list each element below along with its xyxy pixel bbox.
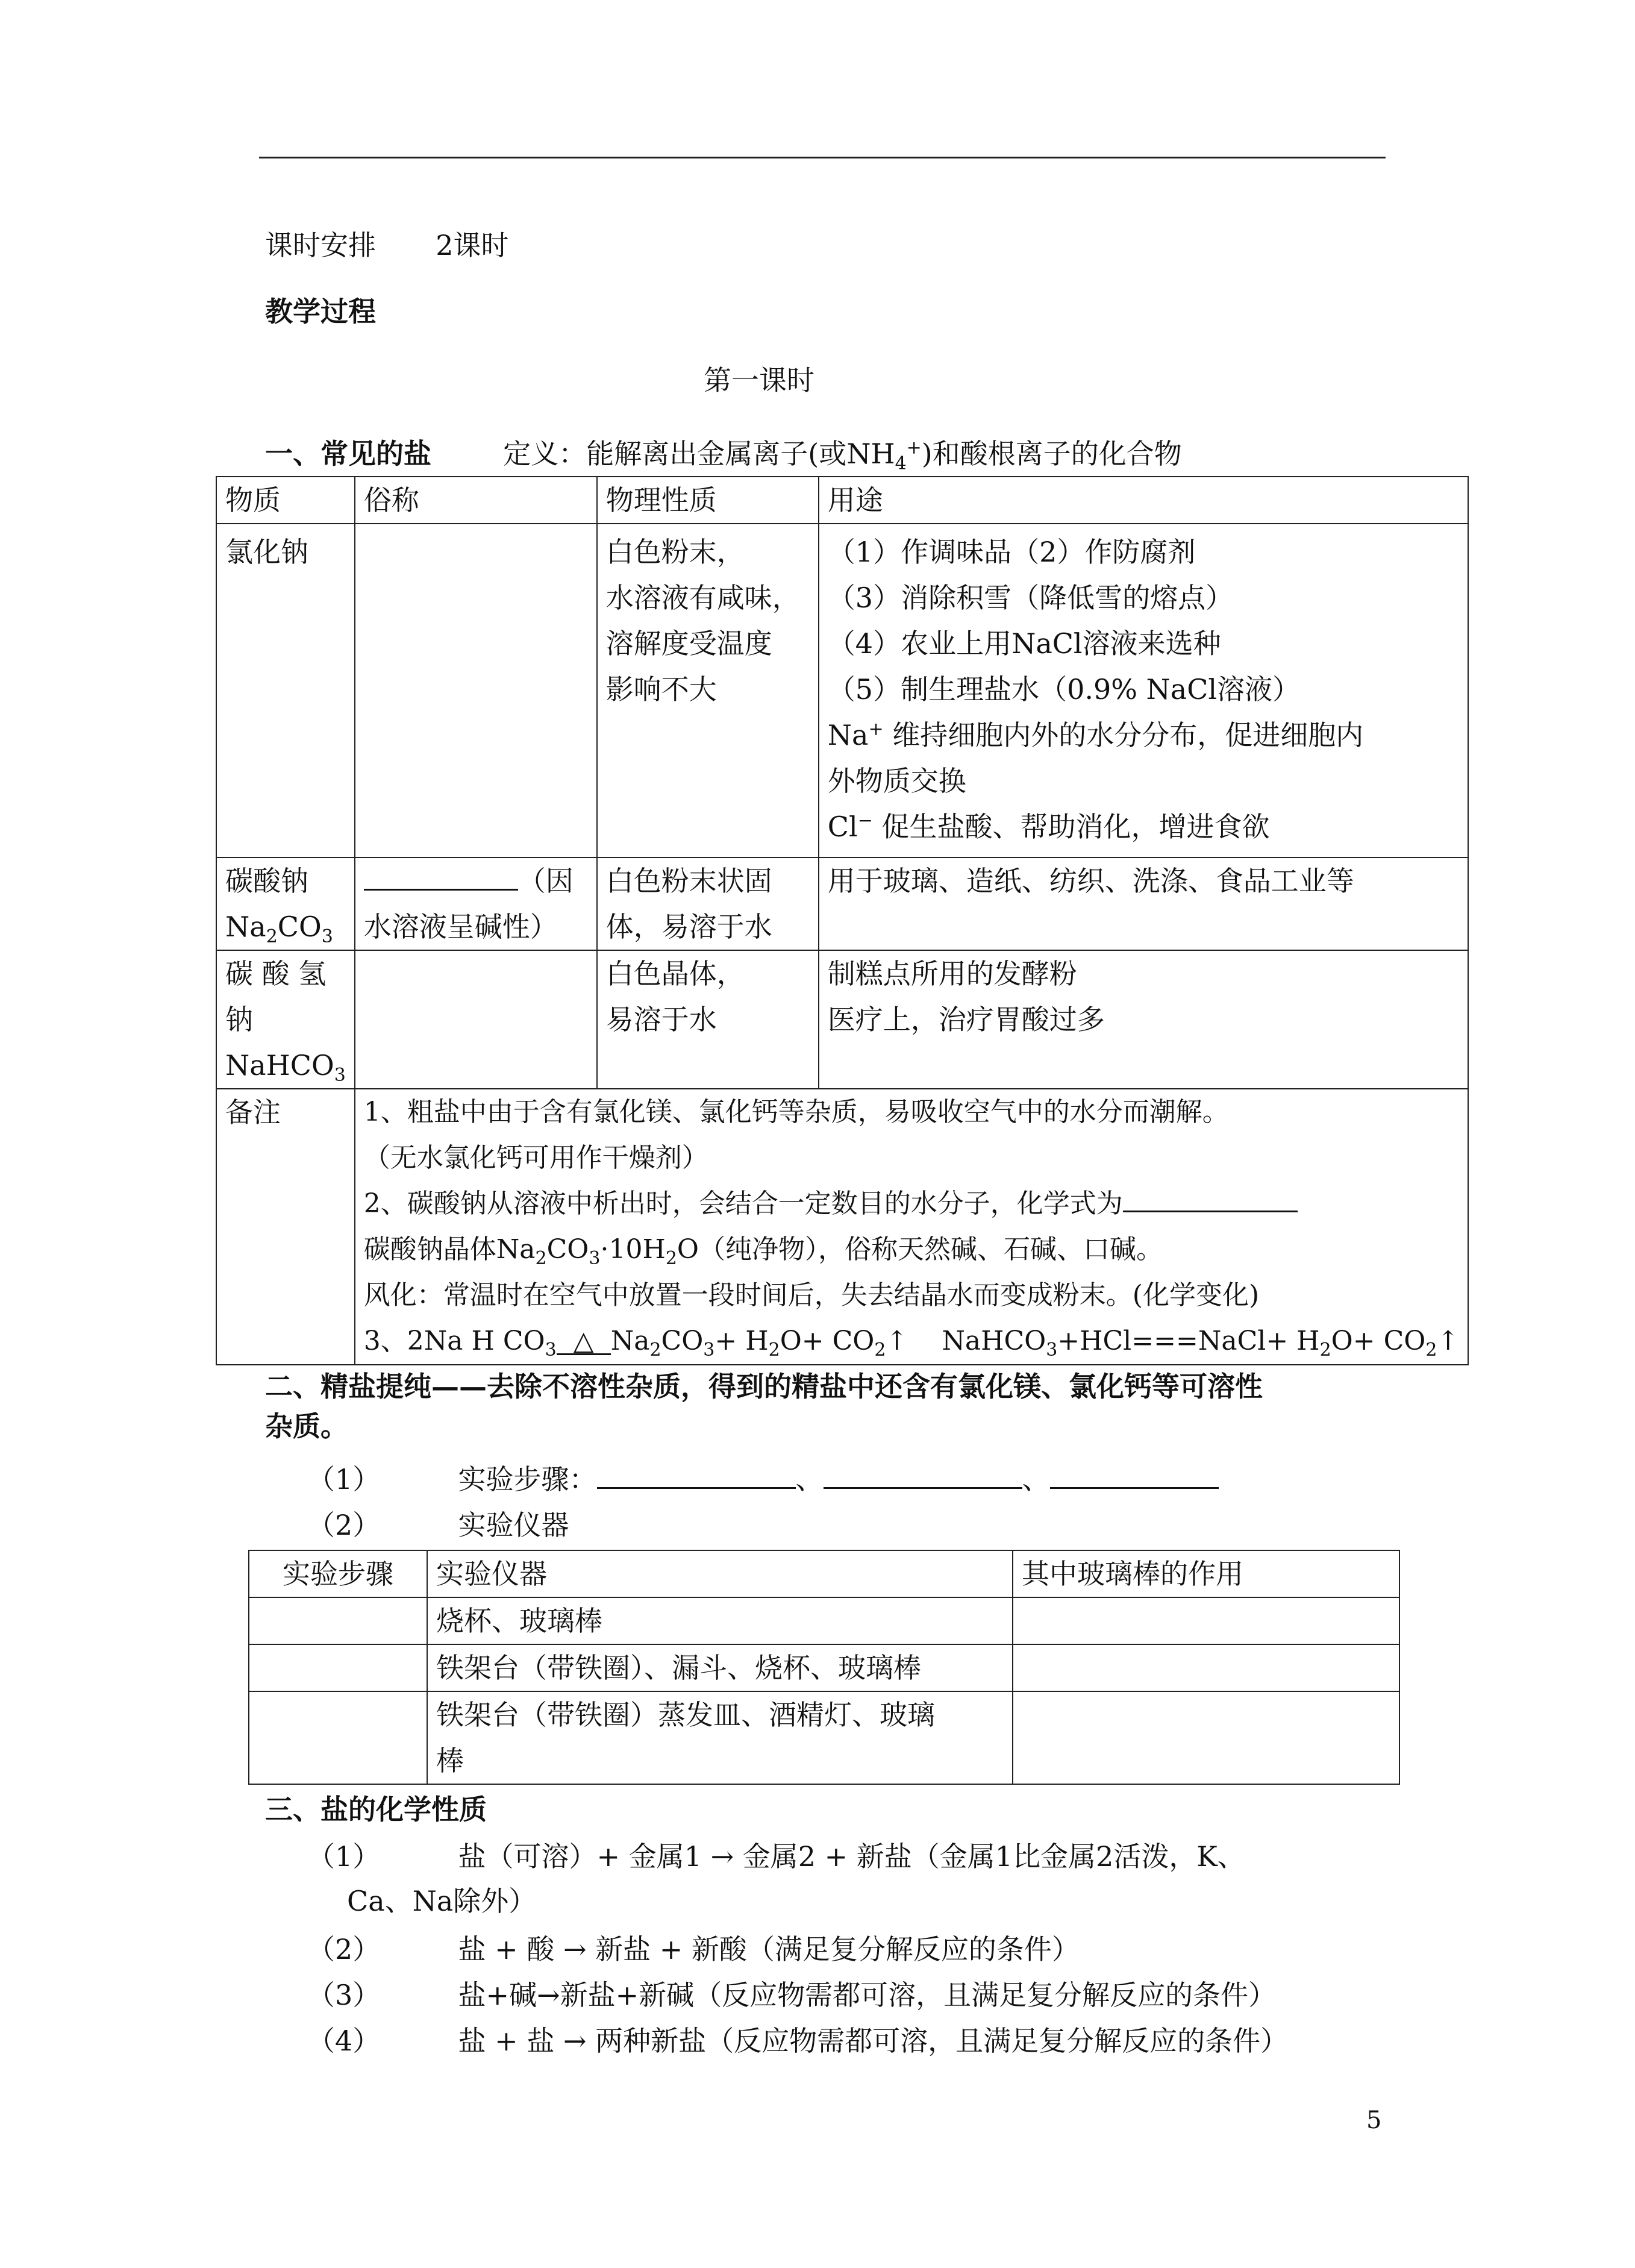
physical-property-cell: 白色粉末状固 体，易溶于水 [597,857,819,950]
glass-rod-role-cell[interactable] [1013,1691,1399,1784]
instrument-cell: 烧杯、玻璃棒 [427,1597,1013,1644]
item-number: （4） [307,2025,381,2057]
schedule-value: 2课时 [436,229,509,262]
instrument-cell: 铁架台（带铁圈）蒸发皿、酒精灯、玻璃 棒 [427,1691,1013,1784]
table-row [216,524,1468,857]
section1-heading-line [265,435,1182,475]
item-number: （2） [307,1509,381,1541]
uses-cell: 制糕点所用的发酵粉 医疗上，治疗胃酸过多 [819,950,1469,1089]
item-text: 实验仪器 [458,1509,569,1541]
item-text: 盐 + 盐 → 两种新盐（反应物需都可溶，且满足复分解反应的条件） [458,2025,1289,2057]
section2-item2 [307,1506,569,1544]
uses-cell: 用于玻璃、造纸、纺织、洗涤、食品工业等 [819,857,1469,950]
item-text: 实验步骤： [458,1463,597,1496]
header-cell: 实验仪器 [427,1550,1013,1597]
section2-heading-line2: 杂质。 [265,1410,348,1443]
item-text: 盐（可溶）+ 金属1 → 金属2 + 新盐（金属1比金属2活泼，K、 [458,1840,1245,1873]
common-name-cell [355,524,597,857]
salt-table-header-row [216,477,1468,524]
section3-item [307,1838,1245,1875]
glass-rod-role-cell[interactable] [1013,1597,1399,1644]
step-cell[interactable] [249,1597,427,1644]
item-text: 盐+碱→新盐+新碱（反应物需都可溶，且满足复分解反应的条件） [458,1979,1277,2011]
schedule-line [265,227,509,264]
header-cell: 俗称 [355,477,597,524]
table-row [216,857,1468,950]
table-row [249,1597,1399,1644]
process-heading: 教学过程 [265,295,376,328]
up-arrow-icon: ↑ [886,1326,908,1356]
step-cell[interactable] [249,1644,427,1691]
answer-blank[interactable] [597,1463,796,1489]
item-number: （3） [307,1979,381,2011]
heat-symbol: △ [557,1329,611,1355]
header-cell: 实验步骤 [249,1550,427,1597]
section1-heading: 一、常见的盐 [265,437,431,470]
notes-label: 备注 [216,1089,355,1365]
physical-property-cell: 白色粉末， 水溶液有咸味， 溶解度受温度 影响不大 [597,524,819,857]
substance-name: 氯化钠 [216,524,355,857]
section3-item [307,1976,1276,2014]
answer-blank[interactable] [824,1463,1022,1489]
lesson-title: 第一课时 [704,364,814,396]
common-name-cell [355,950,597,1089]
section3-item [307,1931,1080,1968]
up-arrow-icon: ↑ [1437,1326,1460,1356]
notes-row [216,1089,1468,1365]
item-number: （2） [307,1933,381,1966]
notes-cell: 1、粗盐中由于含有氯化镁、氯化钙等杂质，易吸收空气中的水分而潮解。 （无水氯化钙可用作干燥剂） 2、碳酸钠从溶液中析出时，会结合一定数目的水分子，化学式为 碳酸钠晶体$Na_2CO_3\cdot 10H_2O$（纯净物），俗称天然碱、石碱、口碱。 风化：常温时在空气中放置一段时间后，失去结晶水而变成粉末。(化学变化) 3、2Na H $CO_3$ △ $Na_2CO_3+ H_2O+$ $CO_2↑$ NaHCO$_3$+HCl===NaCl+ $H_2O+$ $CO_2↑$ [355,1089,1469,1365]
header-cell: 用途 [819,477,1469,524]
section3-item [307,2022,1288,2060]
answer-blank[interactable] [364,865,518,891]
item-number: （1） [307,1463,381,1496]
physical-property-cell: 白色晶体， 易溶于水 [597,950,819,1089]
instrument-cell: 铁架台（带铁圈）、漏斗、烧杯、玻璃棒 [427,1644,1013,1691]
experiment-table [248,1550,1400,1785]
experiment-table-header-row [249,1550,1399,1597]
section3-heading: 三、盐的化学性质 [265,1793,487,1826]
table-row [249,1644,1399,1691]
substance-name: 碳酸钠 $Na_2CO_3$ [216,857,355,950]
item-text: 盐 + 酸 → 新盐 + 新酸（满足复分解反应的条件） [458,1933,1080,1966]
header-cell: 物质 [216,477,355,524]
header-cell: 物理性质 [597,477,819,524]
section2-heading-line1: 二、精盐提纯——去除不溶性杂质，得到的精盐中还含有氯化镁、氯化钙等可溶性 [265,1370,1263,1403]
glass-rod-role-cell[interactable] [1013,1644,1399,1691]
header-cell: 其中玻璃棒的作用 [1013,1550,1399,1597]
step-cell[interactable] [249,1691,427,1784]
section1-definition: 定义：能解离出金属离子(或$NH_4^+$)和酸根离子的化合物 [503,437,1182,475]
answer-blank[interactable] [1050,1463,1219,1489]
uses-cell: （1）作调味品（2）作防腐剂 （3）消除积雪（降低雪的熔点） （4）农业上用NaCl溶液来选种 （5）制生理盐水（0.9% NaCl溶液） Na+ 维持细胞内外的水分分布，促进细胞内 外物质交换 Cl− 促生盐酸、帮助消化，增进食欲 [819,524,1469,857]
substance-name: 碳 酸 氢 钠 NaHCO$_3$ [216,950,355,1089]
section3-item-continuation: Ca、Na除外） [347,1885,537,1917]
table-row [216,950,1468,1089]
common-name-cell: （因 水溶液呈碱性） [355,857,597,950]
salt-table [216,476,1469,1365]
answer-blank[interactable] [1123,1186,1298,1212]
page-number: 5 [1366,2107,1382,2134]
schedule-label: 课时安排 [265,229,376,262]
header-rule [259,157,1386,158]
section2-item1: （1） 实验步骤： 、 、 [307,1461,1219,1498]
table-row [249,1691,1399,1784]
item-number: （1） [307,1840,381,1873]
